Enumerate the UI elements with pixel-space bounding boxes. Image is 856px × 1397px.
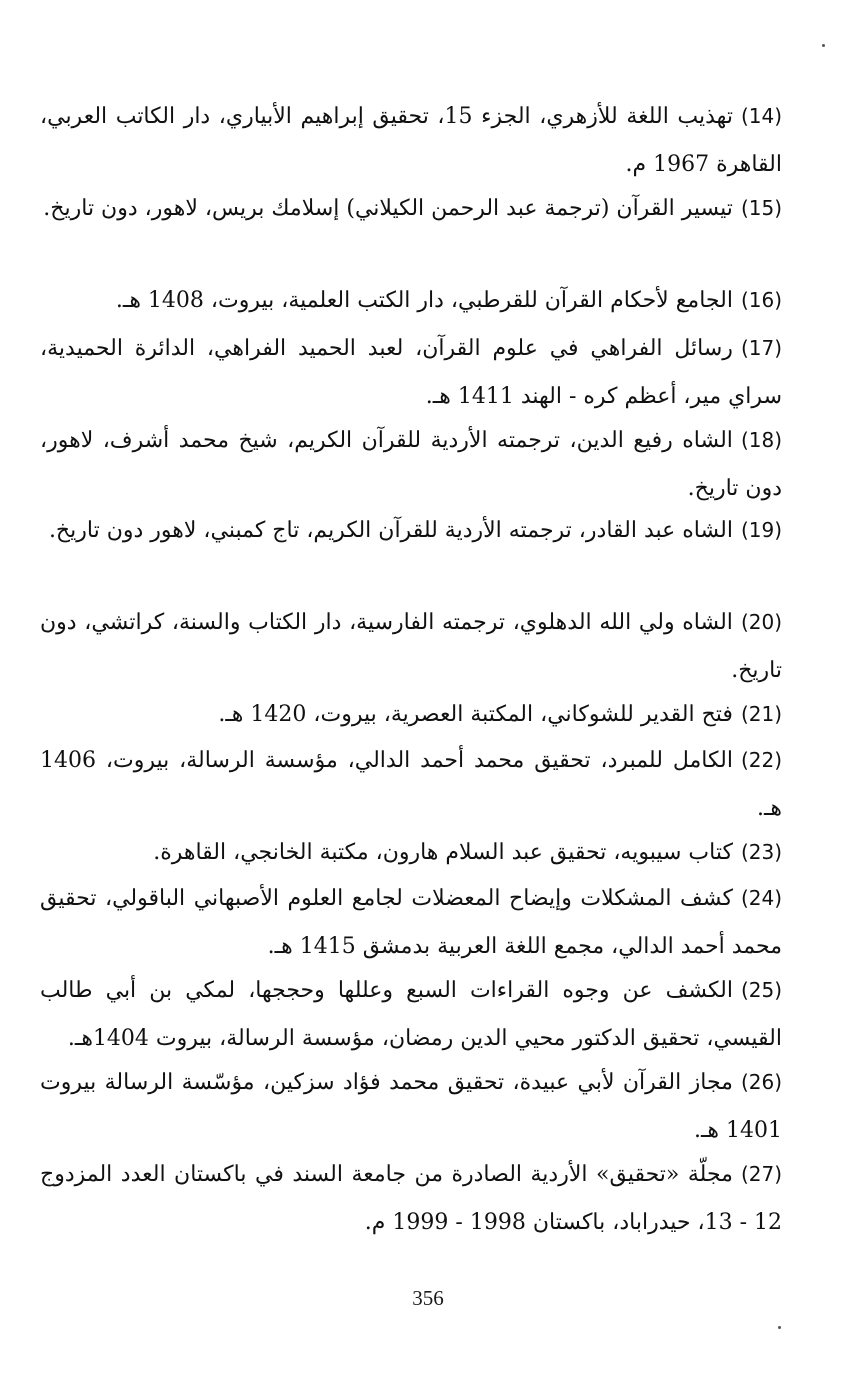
reference-entry-16 [40, 276, 782, 325]
reference-entry-24 [40, 874, 782, 971]
reference-number: (20) [740, 610, 782, 634]
reference-text: الكامل للمبرد، تحقيق محمد أحمد الدالي، مؤسسة الرسالة، بيروت، 1406 هـ. [40, 748, 782, 821]
reference-entry-17 [40, 324, 782, 421]
reference-number: (25) [740, 978, 782, 1002]
reference-entry-25 [40, 966, 782, 1063]
reference-number: (18) [740, 428, 782, 452]
reference-entry-23 [40, 828, 782, 877]
reference-text: الكشف عن وجوه القراءات السبع وعللها وحججها، لمكي بن أبي طالب القيسي، تحقيق الدكتور محيي الدين رمضان، مؤسسة الرسالة، بيروت 1404هـ. [40, 978, 782, 1051]
reference-text: تيسير القرآن (ترجمة عبد الرحمن الكيلاني) إسلامك بريس، لاهور، دون تاريخ. [43, 196, 733, 221]
reference-number: (14) [740, 104, 783, 128]
reference-text: كتاب سيبويه، تحقيق عبد السلام هارون، مكتبة الخانجي، القاهرة. [153, 840, 733, 865]
reference-text: كشف المشكلات وإيضاح المعضلات لجامع العلوم الأصبهاني الباقولي، تحقيق محمد أحمد الدالي، مجمع اللغة العربية بدمشق 1415 هـ. [40, 886, 782, 959]
reference-entry-14 [40, 92, 782, 189]
scan-speck [778, 1326, 781, 1329]
reference-text: الجامع لأحكام القرآن للقرطبي، دار الكتب العلمية، بيروت، 1408 هـ. [115, 288, 733, 313]
page-number: 356 [412, 1286, 444, 1310]
reference-entry-26 [40, 1058, 782, 1155]
reference-entry-27 [40, 1150, 782, 1247]
reference-entry-18 [40, 416, 782, 513]
reference-number: (24) [740, 886, 782, 910]
reference-text: الشاه ولي الله الدهلوي، ترجمته الفارسية، دار الكتاب والسنة، كراتشي، دون تاريخ. [40, 610, 782, 683]
reference-number: (21) [740, 702, 782, 726]
reference-text: الشاه عبد القادر، ترجمته الأردية للقرآن الكريم، تاج كمبني، لاهور دون تاريخ. [48, 518, 733, 543]
reference-number: (26) [740, 1070, 782, 1094]
reference-text: مجاز القرآن لأبي عبيدة، تحقيق محمد فؤاد سزكين، مؤسّسة الرسالة بيروت 1401 هـ. [40, 1070, 782, 1143]
reference-entry-21 [40, 690, 782, 739]
reference-number: (16) [740, 288, 782, 312]
reference-number: (23) [740, 840, 782, 864]
reference-number: (27) [740, 1162, 782, 1186]
reference-entry-19 [40, 506, 782, 555]
reference-text: مجلّة «تحقيق» الأردية الصادرة من جامعة السند في باكستان العدد المزدوج 12 - 13، حيدراباد، باكستان 1998 - 1999 م. [40, 1162, 782, 1235]
reference-number: (19) [740, 518, 782, 542]
reference-text: فتح القدير للشوكاني، المكتبة العصرية، بيروت، 1420 هـ. [218, 702, 733, 727]
reference-text: الشاه رفيع الدين، ترجمته الأردية للقرآن الكريم، شيخ محمد أشرف، لاهور، دون تاريخ. [40, 428, 782, 501]
reference-number: (17) [740, 336, 782, 360]
reference-number: (15) [740, 196, 782, 220]
reference-number: (22) [740, 748, 782, 772]
scan-speck [822, 44, 825, 47]
reference-entry-20 [40, 598, 782, 695]
reference-text: تهذيب اللغة للأزهري، الجزء 15، تحقيق إبراهيم الأبياري، دار الكاتب العربي، القاهرة 1967 م. [40, 104, 782, 177]
reference-entry-22 [40, 736, 782, 833]
reference-entry-15 [40, 184, 782, 233]
reference-text: رسائل الفراهي في علوم القرآن، لعبد الحميد الفراهي، الدائرة الحميدية، سراي مير، أعظم كره - الهند 1411 هـ. [40, 336, 782, 409]
